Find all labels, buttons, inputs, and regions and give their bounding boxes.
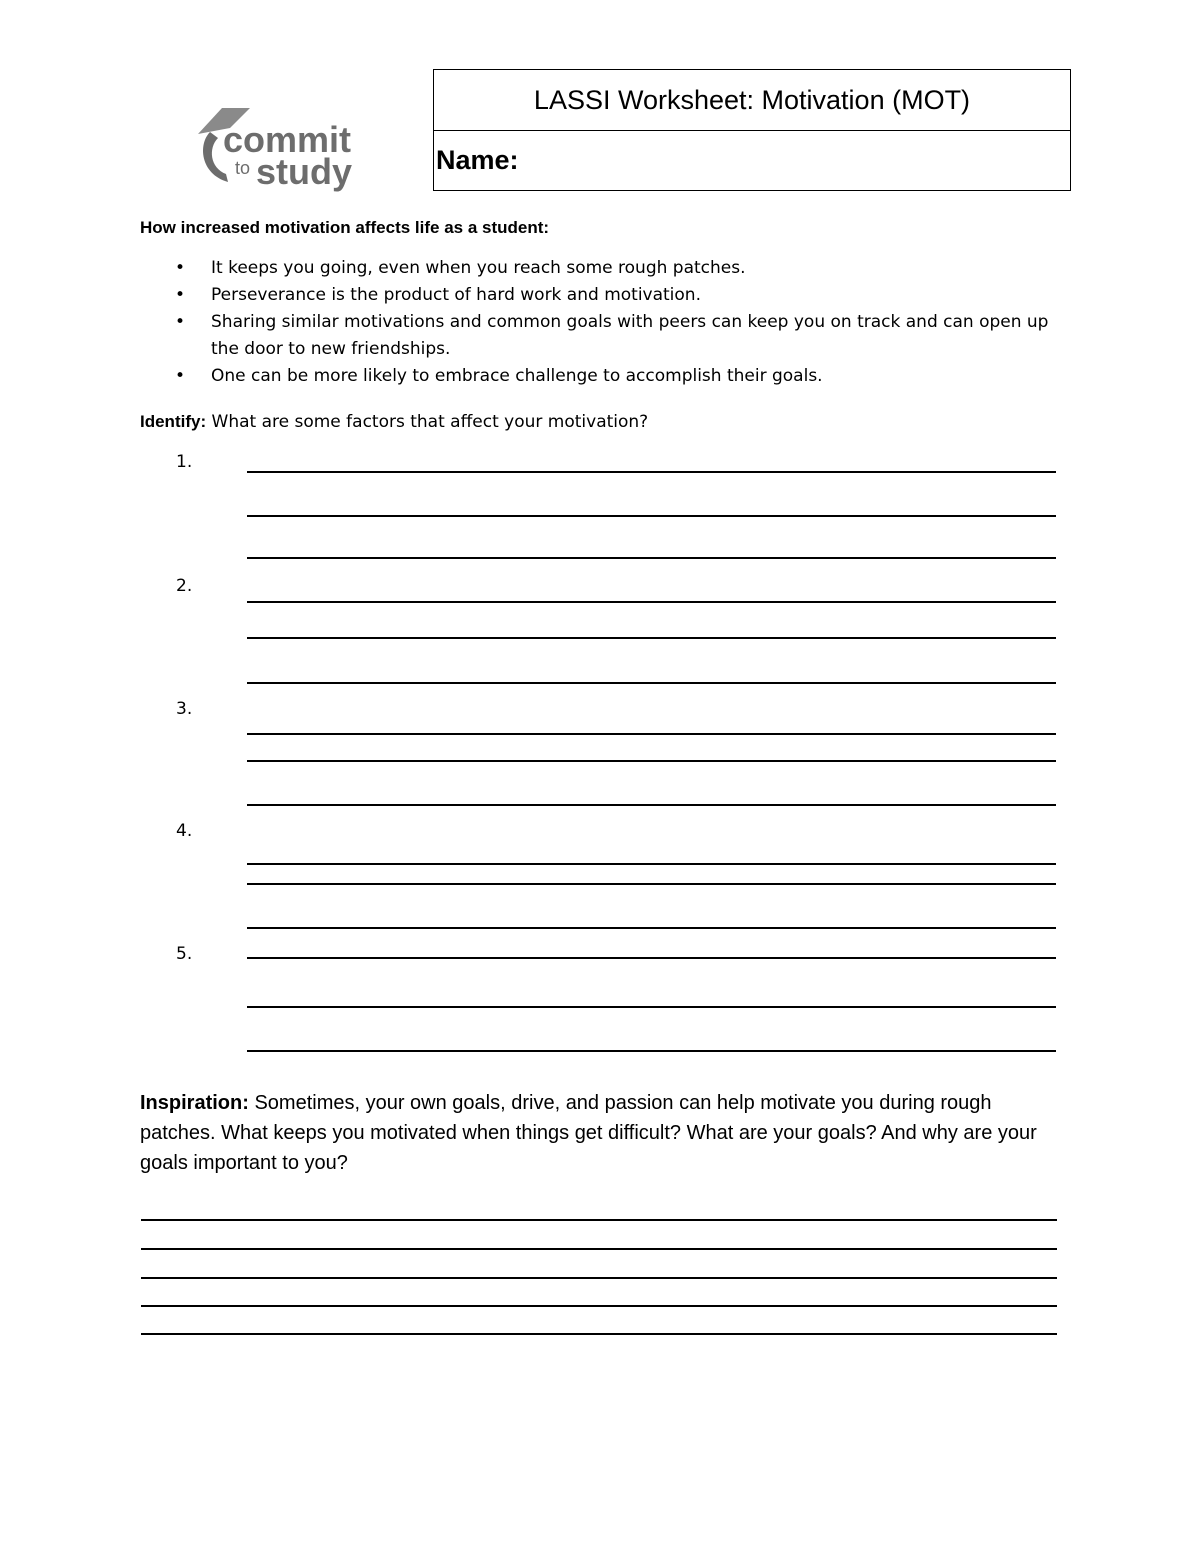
answer-line[interactable] bbox=[141, 1277, 1057, 1279]
identify-prompt bbox=[140, 412, 648, 432]
answer-line[interactable] bbox=[247, 927, 1056, 929]
item-number-2: 2. bbox=[176, 576, 193, 596]
answer-line[interactable] bbox=[247, 804, 1056, 806]
answer-line[interactable] bbox=[247, 1050, 1056, 1052]
bullet-icon: • bbox=[175, 312, 186, 332]
answer-line[interactable] bbox=[247, 1006, 1056, 1008]
item-number-1: 1. bbox=[176, 452, 193, 472]
answer-line[interactable] bbox=[247, 471, 1056, 473]
inspiration-label: Inspiration: bbox=[140, 1092, 249, 1114]
answer-line[interactable] bbox=[141, 1219, 1057, 1221]
identify-label: Identify: bbox=[140, 412, 207, 431]
bullet-icon: • bbox=[175, 366, 186, 386]
item-number-3: 3. bbox=[176, 699, 193, 719]
worksheet-title: LASSI Worksheet: Motivation (MOT) bbox=[434, 70, 1070, 131]
commit-to-study-logo bbox=[190, 104, 370, 196]
answer-line[interactable] bbox=[247, 733, 1056, 735]
identify-question: What are some factors that affect your motivation? bbox=[206, 412, 649, 432]
logo-study-text: study bbox=[256, 151, 353, 192]
answer-line[interactable] bbox=[141, 1333, 1057, 1335]
item-number-4: 4. bbox=[176, 821, 193, 841]
answer-line[interactable] bbox=[247, 760, 1056, 762]
answer-line[interactable] bbox=[141, 1305, 1057, 1307]
name-field[interactable] bbox=[434, 131, 1070, 190]
benefits-list bbox=[171, 255, 1051, 390]
logo-to-text: to bbox=[235, 158, 251, 178]
bullet-text: Sharing similar motivations and common goals with peers can keep you on track and can open up the door to new friendships. bbox=[211, 312, 1049, 359]
bullet-text: Perseverance is the product of hard work and motivation. bbox=[211, 285, 701, 305]
bullet-icon: • bbox=[175, 285, 186, 305]
inspiration-text: Sometimes, your own goals, drive, and passion can help motivate you during rough patches. What keeps you motivated when things get difficult? What are your goals? And why are your goals important to you? bbox=[140, 1092, 1037, 1174]
answer-line[interactable] bbox=[247, 957, 1056, 959]
bullet-icon: • bbox=[175, 258, 186, 278]
logo-commit-text: commit bbox=[223, 119, 352, 160]
list-item bbox=[171, 255, 1051, 282]
section-heading: How increased motivation affects life as a student: bbox=[140, 218, 550, 237]
answer-line[interactable] bbox=[247, 682, 1056, 684]
answer-line[interactable] bbox=[247, 557, 1056, 559]
answer-line[interactable] bbox=[247, 637, 1056, 639]
bullet-text: One can be more likely to embrace challenge to accomplish their goals. bbox=[211, 366, 823, 386]
list-item bbox=[171, 309, 1051, 363]
graduation-cap-icon bbox=[190, 104, 370, 196]
answer-line[interactable] bbox=[247, 863, 1056, 865]
list-item bbox=[171, 363, 1051, 390]
answer-line[interactable] bbox=[141, 1248, 1057, 1250]
answer-line[interactable] bbox=[247, 883, 1056, 885]
bullet-text: It keeps you going, even when you reach some rough patches. bbox=[211, 258, 746, 278]
list-item bbox=[171, 282, 1051, 309]
answer-line[interactable] bbox=[247, 601, 1056, 603]
answer-line[interactable] bbox=[247, 515, 1056, 517]
name-label: Name: bbox=[436, 145, 519, 175]
title-box bbox=[433, 69, 1071, 191]
inspiration-prompt bbox=[140, 1088, 1065, 1178]
item-number-5: 5. bbox=[176, 944, 193, 964]
